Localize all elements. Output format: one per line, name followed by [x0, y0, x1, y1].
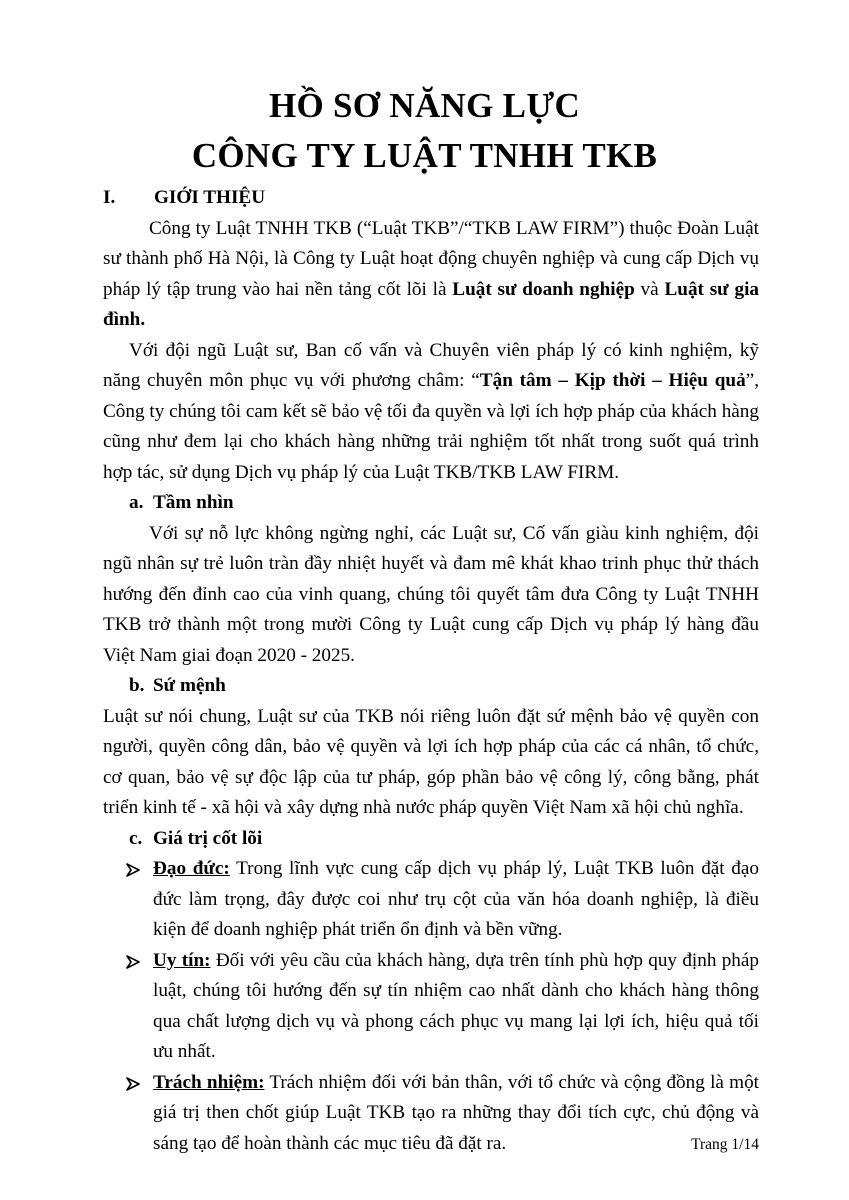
section-title: GIỚI THIỆU [154, 187, 266, 208]
core-value-text: Trách nhiệm đối với bản thân, với tổ chức và cộng đồng là một giá trị then chốt giúp Luật TKB tạo ra những thay đổi tích cực, chủ động và sáng tạo để hoàn thành các mục tiêu đã đặt ra. [153, 1071, 759, 1154]
intro-bold-family-lawyer: Luật sư gia đình. [103, 278, 760, 330]
core-value-item [103, 946, 759, 1068]
content-body [103, 183, 759, 1159]
core-value-label: Đạo đức: [153, 858, 230, 879]
intro2-text-end: ”, Công ty chúng tôi cam kết sẽ bảo vệ tối đa quyền và lợi ích hợp pháp của khách hàng cũng như đem lại cho khách hàng những trải nghiệm tốt nhất trong suốt quá trình hợp tác, sử dụng Dịch vụ pháp lý của Luật TKB/TKB LAW FIRM. [103, 370, 759, 483]
subsection-title: Giá trị cốt lõi [153, 827, 263, 849]
core-value-text: Trong lĩnh vực cung cấp dịch vụ pháp lý, Luật TKB luôn đặt đạo đức làm trọng, đây được coi như trụ cột của văn hóa doanh nghiệp, là điều kiện để doanh nghiệp phát triển ổn định và bền vững. [153, 858, 760, 940]
intro-paragraph-1 [103, 214, 759, 336]
subsection-heading-mission [103, 671, 759, 702]
subsection-heading-core-values [103, 824, 759, 855]
intro-bold-business-lawyer: Luật sư doanh nghiệp [452, 278, 635, 300]
core-value-item [103, 1068, 759, 1160]
intro-conjunction: và [634, 278, 665, 300]
intro-text: Công ty Luật TNHH TKB (“Luật TKB”/“TKB LAW FIRM”) thuộc Đoàn Luật sư thành phố Hà Nội, là Công ty Luật hoạt động chuyên nghiệp và cung cấp Dịch vụ pháp lý tập trung vào hai nền tảng cốt lõi là [103, 217, 759, 300]
arrow-bullet-icon [126, 955, 140, 969]
subsection-heading-vision [103, 488, 759, 519]
motto-bold: Tận tâm – Kịp thời – Hiệu quả [479, 370, 746, 391]
core-value-text: Đối với yêu cầu của khách hàng, dựa trên tính phù hợp quy định pháp luật, chúng tôi hướng đến sự tín nhiệm cao nhất dành cho khách hàng thông qua chất lượng dịch vụ và phong cách phục vụ mang lại lợi ích, hiệu quả tối ưu nhất. [153, 949, 760, 1062]
intro-paragraph-2 [103, 336, 759, 489]
section-heading-introduction [103, 183, 759, 214]
arrow-bullet-icon [126, 863, 140, 877]
arrow-bullet-icon [126, 1077, 140, 1091]
subsection-number: c. [129, 827, 143, 849]
subsection-number: a. [129, 492, 144, 513]
subsection-number: b. [129, 675, 145, 696]
subsection-title: Tầm nhìn [153, 492, 234, 513]
mission-paragraph: Luật sư nói chung, Luật sư của TKB nói riêng luôn đặt sứ mệnh bảo vệ quyền con người, quyền công dân, bảo vệ quyền và lợi ích hợp pháp của các cá nhân, tổ chức, cơ quan, bảo vệ sự độc lập của tư pháp, góp phần bảo vệ công lý, công bằng, phát triển kinh tế - xã hội và xây dựng nhà nước pháp quyền Việt Nam xã hội chủ nghĩa. [103, 705, 759, 818]
core-value-label: Trách nhiệm: [153, 1071, 265, 1093]
section-number: I. [103, 187, 116, 208]
subsection-title: Sứ mệnh [153, 675, 226, 696]
intro2-text-start: Với đội ngũ Luật sư, Ban cố vấn và Chuyên viên pháp lý có kinh nghiệm, kỹ năng chuyên môn phục vụ với phương châm: “ [103, 339, 759, 391]
doc-title-line1: HỒ SƠ NĂNG LỰC [268, 86, 581, 125]
core-value-item [103, 854, 759, 946]
core-value-label: Uy tín: [153, 949, 211, 971]
doc-title-line2: CÔNG TY LUẬT TNHH TKB [191, 136, 658, 175]
page-number: Trang 1/14 [691, 1136, 759, 1153]
vision-paragraph: Với sự nỗ lực không ngừng nghỉ, các Luật sư, Cố vấn giàu kinh nghiệm, đội ngũ nhân sự trẻ luôn tràn đầy nhiệt huyết và đam mê khát khao trinh phục thử thách hướng đến đỉnh cao của vinh quang, chúng tôi quyết tâm đưa Công ty Luật TNHH TKB trở thành một trong mười Công ty Luật cung cấp Dịch vụ pháp lý hàng đầu Việt Nam giai đoạn 2020 - 2025. [103, 522, 759, 666]
